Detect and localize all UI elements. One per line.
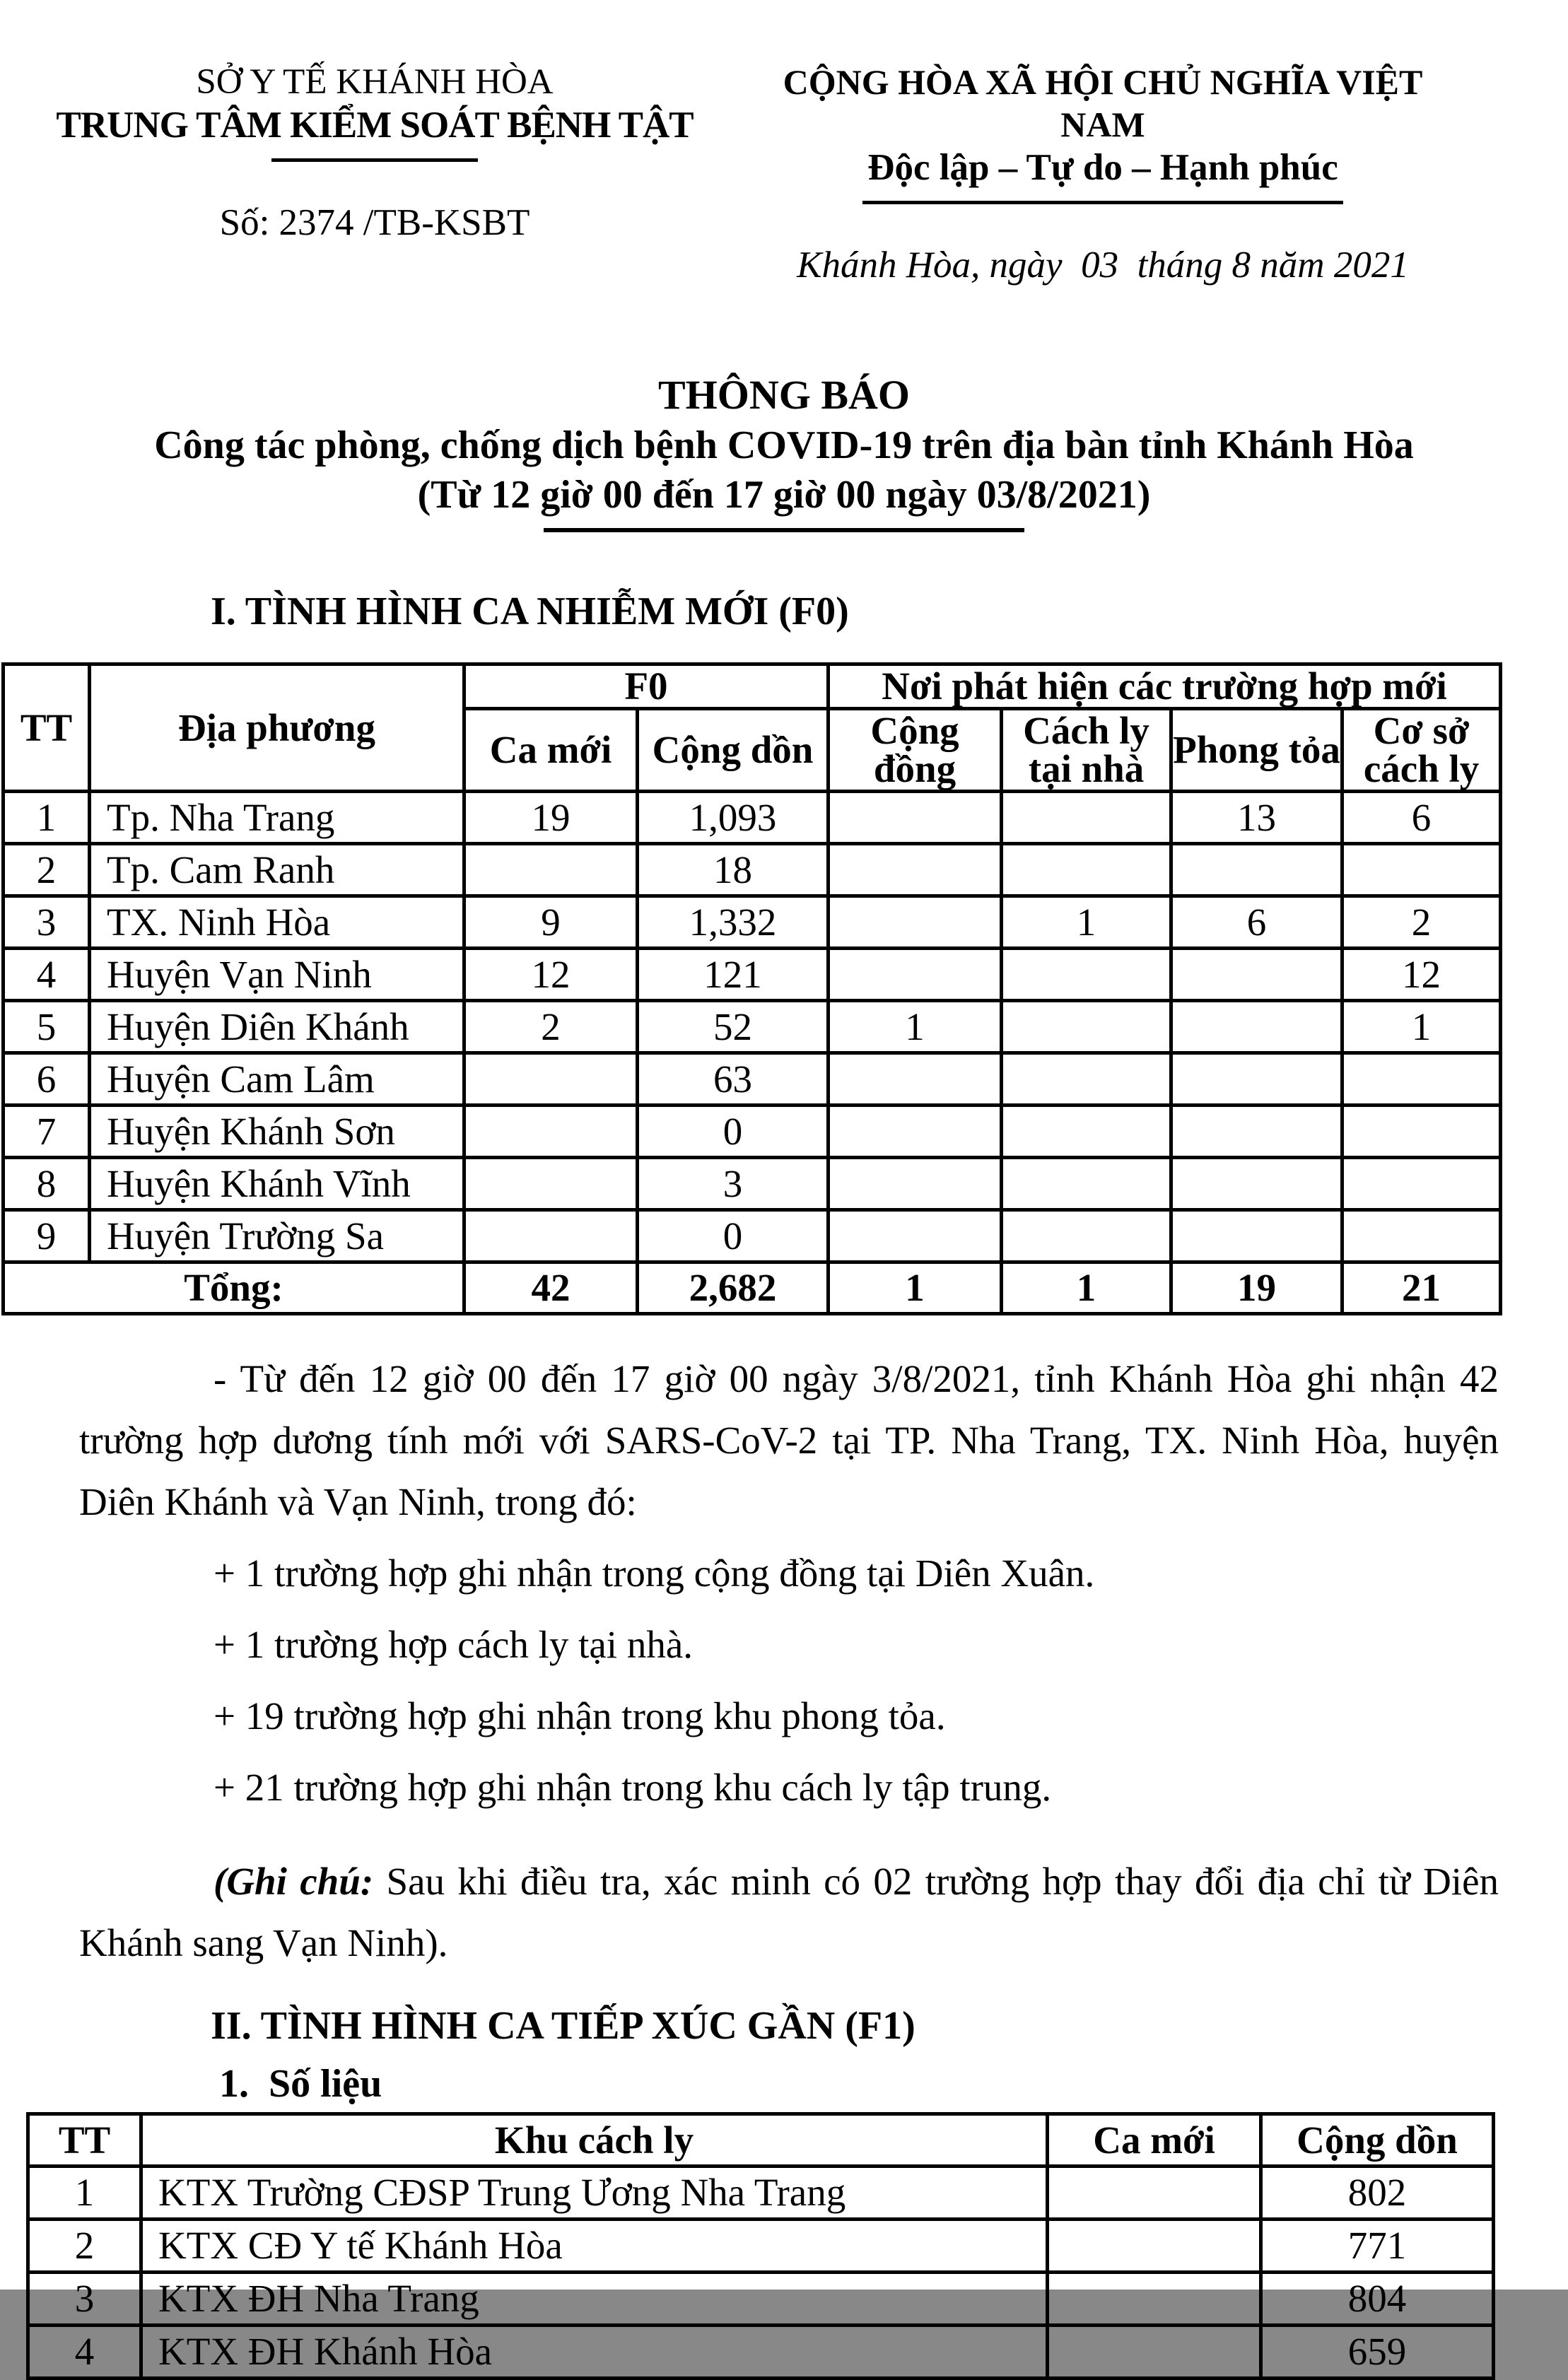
- org-parent-name: SỞ Y TẾ KHÁNH HÒA: [196, 62, 554, 102]
- cell-cach-ly-tai-nha: [1002, 1158, 1171, 1210]
- col-header-tt: TT: [4, 664, 90, 792]
- col-header-dia-phuong: Địa phương: [90, 664, 464, 792]
- cell-cong-dong: [829, 1210, 1002, 1262]
- cell-cong-dong: [829, 1158, 1002, 1210]
- cell-phong-toa: 13: [1171, 792, 1342, 844]
- cell-tt: 9: [4, 1210, 90, 1262]
- col-header-ca-moi: Ca mới: [1048, 2114, 1261, 2167]
- cell-ca-moi: [1048, 2167, 1261, 2220]
- col-header-ca-moi: Ca mới: [464, 709, 638, 792]
- cell-tt: 3: [28, 2273, 141, 2326]
- cell-phong-toa: 6: [1171, 896, 1342, 949]
- cell-tt: 4: [28, 2326, 141, 2379]
- table-row: [4, 1106, 1501, 1158]
- cell-phong-toa: [1171, 949, 1342, 1001]
- table-header-row: [4, 664, 1501, 709]
- cell-tt: 2: [28, 2220, 141, 2273]
- cell-co-so-cach-ly: 6: [1342, 792, 1501, 844]
- cell-ca-moi: [1048, 2220, 1261, 2273]
- cell-cong-don: 1,093: [638, 792, 829, 844]
- cell-cong-don: 804: [1261, 2273, 1494, 2326]
- table-row: [4, 1210, 1501, 1262]
- col-header-tt: TT: [28, 2114, 141, 2167]
- cell-co-so-cach-ly: [1342, 1210, 1501, 1262]
- note-paragraph: [79, 1851, 1499, 1974]
- cell-phong-toa: [1171, 1053, 1342, 1106]
- cell-tt: 4: [4, 949, 90, 1001]
- cell-ca-moi: 12: [464, 949, 638, 1001]
- cell-khu-cach-ly: KTX CĐ Y tế Khánh Hòa: [141, 2220, 1048, 2273]
- cell-cong-dong: [829, 896, 1002, 949]
- table-row: [4, 949, 1501, 1001]
- cell-total-co-so-cach-ly: 21: [1342, 1262, 1501, 1314]
- cell-cong-don: 18: [638, 844, 829, 896]
- cell-cong-dong: [829, 792, 1002, 844]
- cell-tt: 5: [4, 1001, 90, 1053]
- cell-phong-toa: [1171, 1001, 1342, 1053]
- cell-cach-ly-tai-nha: [1002, 949, 1171, 1001]
- doc-title: THÔNG BÁO: [657, 372, 911, 418]
- cell-cach-ly-tai-nha: [1002, 1001, 1171, 1053]
- cell-dia-phuong: Huyện Khánh Vĩnh: [90, 1158, 464, 1210]
- cell-cong-dong: [829, 844, 1002, 896]
- table-row: [28, 2167, 1494, 2220]
- document-header: [0, 0, 1568, 286]
- cell-phong-toa: [1171, 844, 1342, 896]
- table-row: [28, 2220, 1494, 2273]
- cell-cong-don: 0: [638, 1210, 829, 1262]
- cell-ca-moi: [464, 1210, 638, 1262]
- doc-subtitle: Công tác phòng, chống dịch bệnh COVID-19 trên địa bàn tỉnh Khánh Hòa: [154, 423, 1414, 467]
- table-row: [4, 1001, 1501, 1053]
- col-header-co-so-cach-ly: Cơ sở cách ly: [1342, 709, 1501, 792]
- cell-dia-phuong: Huyện Cam Lâm: [90, 1053, 464, 1106]
- table-row: [4, 896, 1501, 949]
- section-2-heading: II. TÌNH HÌNH CA TIẾP XÚC GẦN (F1): [211, 2004, 915, 2048]
- org-underline: [271, 158, 478, 162]
- cell-total-ca-moi: 42: [464, 1262, 638, 1314]
- table-row: [28, 2326, 1494, 2379]
- table-row: [4, 792, 1501, 844]
- col-header-cong-dong: Cộng đồng: [829, 709, 1002, 792]
- issuing-org-block: [0, 61, 749, 286]
- col-header-cong-don: Cộng dồn: [1261, 2114, 1494, 2167]
- cell-total-phong-toa: 19: [1171, 1262, 1342, 1314]
- national-motto-line2: Độc lập – Tự do – Hạnh phúc: [867, 147, 1338, 188]
- cell-tt: 2: [4, 844, 90, 896]
- cell-cong-don: 659: [1261, 2326, 1494, 2379]
- cell-cong-dong: [829, 949, 1002, 1001]
- cell-co-so-cach-ly: 12: [1342, 949, 1501, 1001]
- summary-paragraph: - Từ đến 12 giờ 00 đến 17 giờ 00 ngày 3/8/2021, tỉnh Khánh Hòa ghi nhận 42 trường hợp dương tính mới với SARS-CoV-2 tại TP. Nha Trang, TX. Ninh Hòa, huyện Diên Khánh và Vạn Ninh, trong đó:: [79, 1357, 1499, 1523]
- cell-co-so-cach-ly: [1342, 1106, 1501, 1158]
- col-header-f0: F0: [464, 664, 829, 709]
- cell-ca-moi: [1048, 2273, 1261, 2326]
- cell-cach-ly-tai-nha: [1002, 1210, 1171, 1262]
- cell-dia-phuong: Huyện Diên Khánh: [90, 1001, 464, 1053]
- cell-tt: 7: [4, 1106, 90, 1158]
- doc-number: Số: 2374 /TB-KSBT: [219, 202, 530, 243]
- cell-phong-toa: [1171, 1106, 1342, 1158]
- bullet-item: + 1 trường hợp ghi nhận trong cộng đồng tại Diên Xuân.: [213, 1552, 1095, 1595]
- cell-ca-moi: 19: [464, 792, 638, 844]
- cell-khu-cach-ly: KTX ĐH Khánh Hòa: [141, 2326, 1048, 2379]
- national-header-block: [749, 61, 1456, 286]
- col-header-khu-cach-ly: Khu cách ly: [141, 2114, 1048, 2167]
- col-header-cach-ly-tai-nha: Cách ly tại nhà: [1002, 709, 1171, 792]
- cell-total-cach-ly-tai-nha: 1: [1002, 1262, 1171, 1314]
- bullet-item: + 19 trường hợp ghi nhận trong khu phong tỏa.: [213, 1694, 946, 1737]
- col-header-phong-toa: Phong tỏa: [1171, 709, 1342, 792]
- table-total-row: [4, 1262, 1501, 1314]
- cell-dia-phuong: Huyện Khánh Sơn: [90, 1106, 464, 1158]
- cell-total-cong-don: 2,682: [638, 1262, 829, 1314]
- cell-tt: 1: [28, 2167, 141, 2220]
- table-row: [4, 1053, 1501, 1106]
- bullet-item: + 21 trường hợp ghi nhận trong khu cách ly tập trung.: [213, 1766, 1052, 1809]
- cell-cach-ly-tai-nha: [1002, 844, 1171, 896]
- table-row: [28, 2273, 1494, 2326]
- cell-cong-dong: [829, 1053, 1002, 1106]
- cell-cong-don: 121: [638, 949, 829, 1001]
- section-1-heading: I. TÌNH HÌNH CA NHIỄM MỚI (F0): [211, 590, 849, 633]
- section-2-subheading: 1. Số liệu: [219, 2062, 382, 2106]
- cell-dia-phuong: Huyện Trường Sa: [90, 1210, 464, 1262]
- cell-ca-moi: [1048, 2326, 1261, 2379]
- table-row: [4, 844, 1501, 896]
- cell-cach-ly-tai-nha: [1002, 1106, 1171, 1158]
- cell-tt: 8: [4, 1158, 90, 1210]
- place-date-line: Khánh Hòa, ngày 03 tháng 8 năm 2021: [797, 245, 1409, 286]
- bullet-item: + 1 trường hợp cách ly tại nhà.: [213, 1623, 693, 1666]
- cell-co-so-cach-ly: [1342, 1053, 1501, 1106]
- cell-ca-moi: [464, 844, 638, 896]
- cell-cach-ly-tai-nha: [1002, 792, 1171, 844]
- cell-total-label: Tổng:: [4, 1262, 464, 1314]
- cell-khu-cach-ly: KTX ĐH Nha Trang: [141, 2273, 1048, 2326]
- cell-cach-ly-tai-nha: [1002, 1053, 1171, 1106]
- doc-period: (Từ 12 giờ 00 đến 17 giờ 00 ngày 03/8/2021): [417, 473, 1151, 517]
- cell-cong-don: 3: [638, 1158, 829, 1210]
- cell-cong-don: 63: [638, 1053, 829, 1106]
- cell-dia-phuong: Tp. Nha Trang: [90, 792, 464, 844]
- table-header-row: [28, 2114, 1494, 2167]
- cell-phong-toa: [1171, 1158, 1342, 1210]
- title-block: [0, 370, 1568, 532]
- cell-dia-phuong: Huyện Vạn Ninh: [90, 949, 464, 1001]
- cell-cong-don: 1,332: [638, 896, 829, 949]
- note-label: (Ghi chú:: [213, 1860, 374, 1903]
- national-motto-line1: CỘNG HÒA XÃ HỘI CHỦ NGHĨA VIỆT NAM: [783, 62, 1423, 144]
- cell-ca-moi: 9: [464, 896, 638, 949]
- cell-cong-don: 0: [638, 1106, 829, 1158]
- cell-ca-moi: 2: [464, 1001, 638, 1053]
- f1-quarantine-table: [26, 2112, 1495, 2380]
- col-header-noi-phat-hien: Nơi phát hiện các trường hợp mới: [829, 664, 1501, 709]
- cell-co-so-cach-ly: 2: [1342, 896, 1501, 949]
- cell-dia-phuong: Tp. Cam Ranh: [90, 844, 464, 896]
- cell-co-so-cach-ly: 1: [1342, 1001, 1501, 1053]
- f0-cases-table: [1, 662, 1502, 1315]
- cell-cong-dong: [829, 1106, 1002, 1158]
- cell-co-so-cach-ly: [1342, 844, 1501, 896]
- cell-ca-moi: [464, 1158, 638, 1210]
- cell-khu-cach-ly: KTX Trường CĐSP Trung Ương Nha Trang: [141, 2167, 1048, 2220]
- cell-total-cong-dong: 1: [829, 1262, 1002, 1314]
- cell-cong-don: 771: [1261, 2220, 1494, 2273]
- cell-cong-don: 802: [1261, 2167, 1494, 2220]
- col-header-cong-don: Cộng dồn: [638, 709, 829, 792]
- note-text: Sau khi điều tra, xác minh có 02 trường hợp thay đổi địa chỉ từ Diên Khánh sang Vạn Ninh).: [79, 1860, 1499, 1964]
- cell-tt: 3: [4, 896, 90, 949]
- cell-cach-ly-tai-nha: 1: [1002, 896, 1171, 949]
- org-name: TRUNG TÂM KIỂM SOÁT BỆNH TẬT: [56, 105, 694, 146]
- cell-dia-phuong: TX. Ninh Hòa: [90, 896, 464, 949]
- table-row: [4, 1158, 1501, 1210]
- cell-ca-moi: [464, 1053, 638, 1106]
- cell-ca-moi: [464, 1106, 638, 1158]
- cell-cong-dong: 1: [829, 1001, 1002, 1053]
- cell-phong-toa: [1171, 1210, 1342, 1262]
- title-underline: [544, 528, 1024, 532]
- cell-tt: 6: [4, 1053, 90, 1106]
- cell-tt: 1: [4, 792, 90, 844]
- cell-co-so-cach-ly: [1342, 1158, 1501, 1210]
- cell-cong-don: 52: [638, 1001, 829, 1053]
- motto-underline: [862, 201, 1343, 204]
